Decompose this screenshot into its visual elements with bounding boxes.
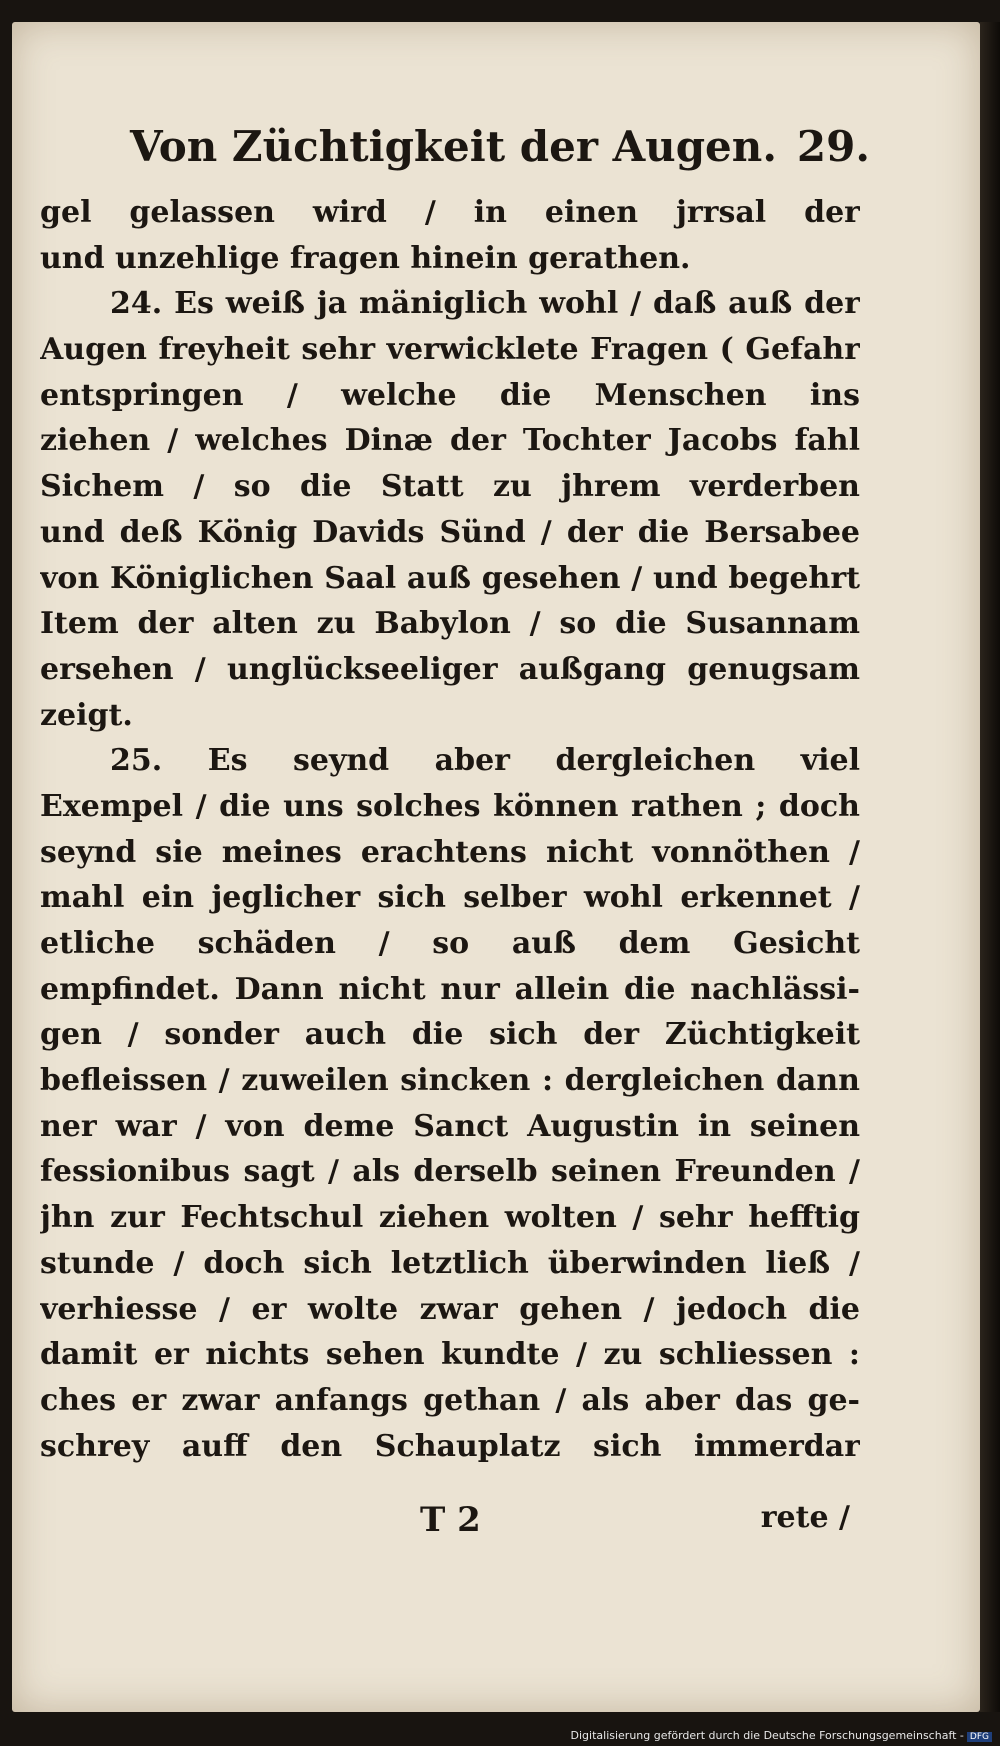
text-line: und deß König Davids Sünd / der die Bersabee	[40, 514, 860, 550]
credit-text: Digitalisierung gefördert durch die Deutsche Forschungsgemeinschaft -	[570, 1729, 964, 1742]
text-line: Exempel / die uns solches können rathen ; doch	[40, 788, 860, 824]
text-line: ches er zwar anfangs gethan / als aber das ge-	[40, 1382, 860, 1418]
text-line: jhn zur Fechtschul ziehen wolten / sehr hefftig	[40, 1200, 860, 1236]
text-line: schrey auff den Schauplatz sich immerdar	[40, 1428, 860, 1464]
body-text	[40, 190, 860, 1469]
digitization-credit	[571, 1729, 992, 1742]
text-line: ersehen / unglückseeliger außgang genugsam	[40, 651, 860, 687]
text-line: seynd sie meines erachtens nicht vonnöthen /	[40, 834, 860, 870]
text-line: befleissen / zuweilen sincken : dergleichen dann	[40, 1063, 860, 1099]
text-line: fessionibus sagt / als derselb seinen Freunden /	[40, 1154, 860, 1190]
text-line: Sichem / so die Statt zu jhrem verderben	[40, 469, 860, 505]
text-line: damit er nichts sehen kundte / zu schliessen :	[40, 1337, 860, 1373]
text-line: gen / sonder auch die sich der Züchtigkeit	[40, 1017, 860, 1053]
dfg-logo: DFG	[967, 1732, 992, 1742]
text-line: etliche schäden / so auß dem Gesicht	[40, 926, 860, 961]
running-header	[130, 122, 870, 180]
text-line: zeigt.	[40, 697, 133, 733]
book-gutter	[980, 22, 1000, 1712]
text-line: entspringen / welche die Menschen ins	[40, 377, 860, 413]
signature-mark: T 2	[420, 1500, 481, 1540]
page-number: 29.	[796, 122, 870, 171]
text-line: von Königlichen Saal auß gesehen / und begehrt	[40, 560, 860, 596]
text-line: mahl ein jeglicher sich selber wohl erkennet /	[40, 880, 860, 916]
text-line: Item der alten zu Babylon / so die Susannam	[40, 606, 860, 642]
text-line: verhiesse / er wolte zwar gehen / jedoch die	[40, 1291, 860, 1327]
text-line: gel gelassen wird / in einen jrrsal der	[40, 195, 860, 230]
text-line: Augen freyheit sehr verwicklete Fragen ( Gefahr	[40, 332, 860, 368]
text-line: ner war / von deme Sanct Augustin in seinen	[40, 1108, 860, 1144]
text-line: stunde / doch sich letztlich überwinden ließ /	[40, 1245, 860, 1281]
catchword: rete /	[760, 1500, 850, 1535]
text-line: ziehen / welches Dinæ der Tochter Jacobs fahl	[40, 423, 860, 459]
text-line: und unzehlige fragen hinein gerathen.	[40, 240, 691, 276]
running-title: Von Züchtigkeit der Augen.	[130, 122, 777, 171]
text-line: 24. Es weiß ja mäniglich wohl / daß auß der	[110, 286, 860, 322]
text-line: empfindet. Dann nicht nur allein die nachlässi-	[40, 971, 860, 1007]
text-line: 25. Es seynd aber dergleichen viel	[110, 743, 860, 779]
